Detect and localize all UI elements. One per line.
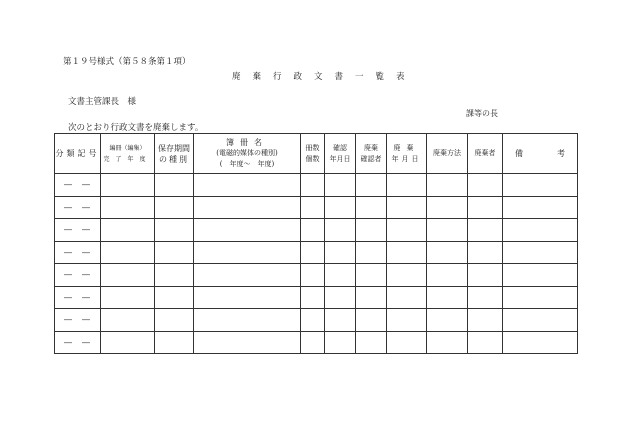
cell-haiki-date[interactable] — [387, 219, 427, 242]
table-row — [55, 219, 578, 242]
header-kakunin-line2: 年月日 — [329, 154, 351, 163]
cell-satsusu[interactable] — [301, 309, 325, 332]
cell-method[interactable] — [427, 309, 468, 332]
header-remarks: 備考 — [503, 134, 578, 174]
cell-method[interactable] — [427, 331, 468, 354]
table-row — [55, 286, 578, 309]
cell-remarks[interactable] — [503, 174, 578, 197]
cell-hensatsu[interactable] — [101, 264, 155, 287]
header-person — [468, 134, 503, 174]
cell-kakunin[interactable] — [325, 174, 356, 197]
cell-kakunin[interactable] — [325, 331, 356, 354]
cell-hensatsu[interactable] — [101, 309, 155, 332]
header-bosatsu-line2: (電磁的媒体の種別) — [216, 149, 278, 157]
cell-hensatsu[interactable] — [101, 196, 155, 219]
header-bosatsu-line3: ( 年度～ 年度) — [219, 160, 275, 168]
disposal-list-table — [54, 133, 578, 354]
header-bosatsu — [194, 134, 301, 174]
header-satsusu — [301, 134, 325, 174]
header-person-label: 廃棄者 — [474, 149, 496, 157]
cell-bunrui[interactable]: ― ― — [55, 174, 101, 197]
cell-bunrui[interactable]: ― ― — [55, 286, 101, 309]
cell-method[interactable] — [427, 196, 468, 219]
header-kakunin-line1: 確認 — [333, 143, 347, 152]
cell-satsusu[interactable] — [301, 174, 325, 197]
cell-bosatsu[interactable] — [194, 219, 301, 242]
cell-satsusu[interactable] — [301, 286, 325, 309]
cell-hensatsu[interactable] — [101, 241, 155, 264]
cell-satsusu[interactable] — [301, 219, 325, 242]
cell-satsusu[interactable] — [301, 331, 325, 354]
header-bunrui-label: 分類記号 — [55, 149, 100, 158]
cell-method[interactable] — [427, 174, 468, 197]
cell-bosatsu[interactable] — [194, 264, 301, 287]
header-bosatsu-line1: 簿冊名 — [226, 138, 268, 147]
header-hozon-line1: 保存期間 — [158, 143, 190, 153]
header-haiki-date-line1: 廃棄 — [393, 143, 420, 152]
cell-hensatsu[interactable] — [101, 174, 155, 197]
table-row — [55, 174, 578, 197]
header-satsusu-line2: 個数 — [305, 154, 320, 163]
header-row — [55, 134, 578, 174]
cell-haiki-kakunin[interactable] — [356, 219, 387, 242]
cell-haiki-date[interactable] — [387, 309, 427, 332]
header-hensatsu-line1: 編冊（編集） — [109, 144, 146, 152]
cell-satsusu[interactable] — [301, 196, 325, 219]
cell-bosatsu[interactable] — [194, 196, 301, 219]
cell-kakunin[interactable] — [325, 264, 356, 287]
cell-remarks[interactable] — [503, 309, 578, 332]
cell-satsusu[interactable] — [301, 264, 325, 287]
cell-remarks[interactable] — [503, 331, 578, 354]
cell-hensatsu[interactable] — [101, 286, 155, 309]
cell-remarks[interactable] — [503, 286, 578, 309]
header-haiki-kakunin — [356, 134, 387, 174]
header-hozon-line2: の種別 — [159, 154, 189, 164]
cell-haiki-date[interactable] — [387, 241, 427, 264]
cell-kakunin[interactable] — [325, 241, 356, 264]
table-row — [55, 241, 578, 264]
cell-method[interactable] — [427, 286, 468, 309]
cell-person[interactable] — [468, 196, 503, 219]
header-haiki-date-line2: 年月日 — [391, 154, 422, 163]
header-haiki-kakunin-line1: 廃棄 — [364, 143, 378, 152]
cell-hozon[interactable] — [155, 264, 194, 287]
cell-bunrui[interactable]: ― ― — [55, 241, 101, 264]
cell-haiki-kakunin[interactable] — [356, 286, 387, 309]
table-row — [55, 331, 578, 354]
cell-person[interactable] — [468, 241, 503, 264]
table-row — [55, 264, 578, 287]
cell-bosatsu[interactable] — [194, 331, 301, 354]
cell-haiki-kakunin[interactable] — [356, 264, 387, 287]
intro-text: 次のとおり行政文書を廃棄します。 — [68, 123, 204, 133]
table-body — [55, 174, 578, 354]
header-kakunin — [325, 134, 356, 174]
cell-bosatsu[interactable] — [194, 174, 301, 197]
cell-hozon[interactable] — [155, 196, 194, 219]
cell-hensatsu[interactable] — [101, 331, 155, 354]
header-method-label: 廃棄方法 — [433, 149, 461, 157]
cell-method[interactable] — [427, 264, 468, 287]
cell-bosatsu[interactable] — [194, 241, 301, 264]
cell-haiki-date[interactable] — [387, 174, 427, 197]
cell-hozon[interactable] — [155, 286, 194, 309]
cell-remarks[interactable] — [503, 241, 578, 264]
cell-haiki-kakunin[interactable] — [356, 331, 387, 354]
table-row — [55, 309, 578, 332]
cell-hozon[interactable] — [155, 219, 194, 242]
sender: 課等の長 — [466, 109, 498, 118]
cell-person[interactable] — [468, 219, 503, 242]
cell-hensatsu[interactable] — [101, 219, 155, 242]
cell-satsusu[interactable] — [301, 241, 325, 264]
header-method — [427, 134, 468, 174]
cell-person[interactable] — [468, 174, 503, 197]
cell-bosatsu[interactable] — [194, 286, 301, 309]
cell-kakunin[interactable] — [325, 196, 356, 219]
header-satsusu-line1: 冊数 — [305, 143, 320, 152]
cell-haiki-date[interactable] — [387, 264, 427, 287]
header-haiki-kakunin-line2: 確認者 — [360, 154, 382, 163]
addressee: 文書主管課長 様 — [68, 97, 137, 107]
cell-person[interactable] — [468, 264, 503, 287]
cell-method[interactable] — [427, 219, 468, 242]
cell-hozon[interactable] — [155, 241, 194, 264]
header-hozon — [155, 134, 194, 174]
cell-haiki-kakunin[interactable] — [356, 196, 387, 219]
document-title: 廃棄行政文書一覧表 — [232, 72, 417, 82]
cell-kakunin[interactable] — [325, 219, 356, 242]
form-number: 第１９号様式（第５８条第１項） — [63, 57, 191, 67]
cell-remarks[interactable] — [503, 196, 578, 219]
table-row — [55, 196, 578, 219]
cell-bunrui[interactable]: ― ― — [55, 264, 101, 287]
cell-remarks[interactable] — [503, 219, 578, 242]
cell-haiki-date[interactable] — [387, 331, 427, 354]
header-hensatsu-line2: 完了年度 — [103, 155, 152, 163]
cell-bunrui[interactable]: ― ― — [55, 196, 101, 219]
cell-hozon[interactable] — [155, 331, 194, 354]
cell-person[interactable] — [468, 309, 503, 332]
header-bunrui — [55, 134, 101, 174]
cell-haiki-date[interactable] — [387, 286, 427, 309]
cell-haiki-date[interactable] — [387, 196, 427, 219]
cell-method[interactable] — [427, 241, 468, 264]
cell-kakunin[interactable] — [325, 286, 356, 309]
cell-bunrui[interactable]: ― ― — [55, 331, 101, 354]
cell-hozon[interactable] — [155, 174, 194, 197]
cell-kakunin[interactable] — [325, 309, 356, 332]
cell-remarks[interactable] — [503, 264, 578, 287]
cell-haiki-kakunin[interactable] — [356, 174, 387, 197]
cell-person[interactable] — [468, 331, 503, 354]
cell-haiki-kakunin[interactable] — [356, 309, 387, 332]
cell-hozon[interactable] — [155, 309, 194, 332]
cell-person[interactable] — [468, 286, 503, 309]
header-hensatsu — [101, 134, 155, 174]
cell-bunrui[interactable]: ― ― — [55, 309, 101, 332]
cell-haiki-kakunin[interactable] — [356, 241, 387, 264]
header-haiki-date — [387, 134, 427, 174]
cell-bosatsu[interactable] — [194, 309, 301, 332]
cell-bunrui[interactable]: ― ― — [55, 219, 101, 242]
